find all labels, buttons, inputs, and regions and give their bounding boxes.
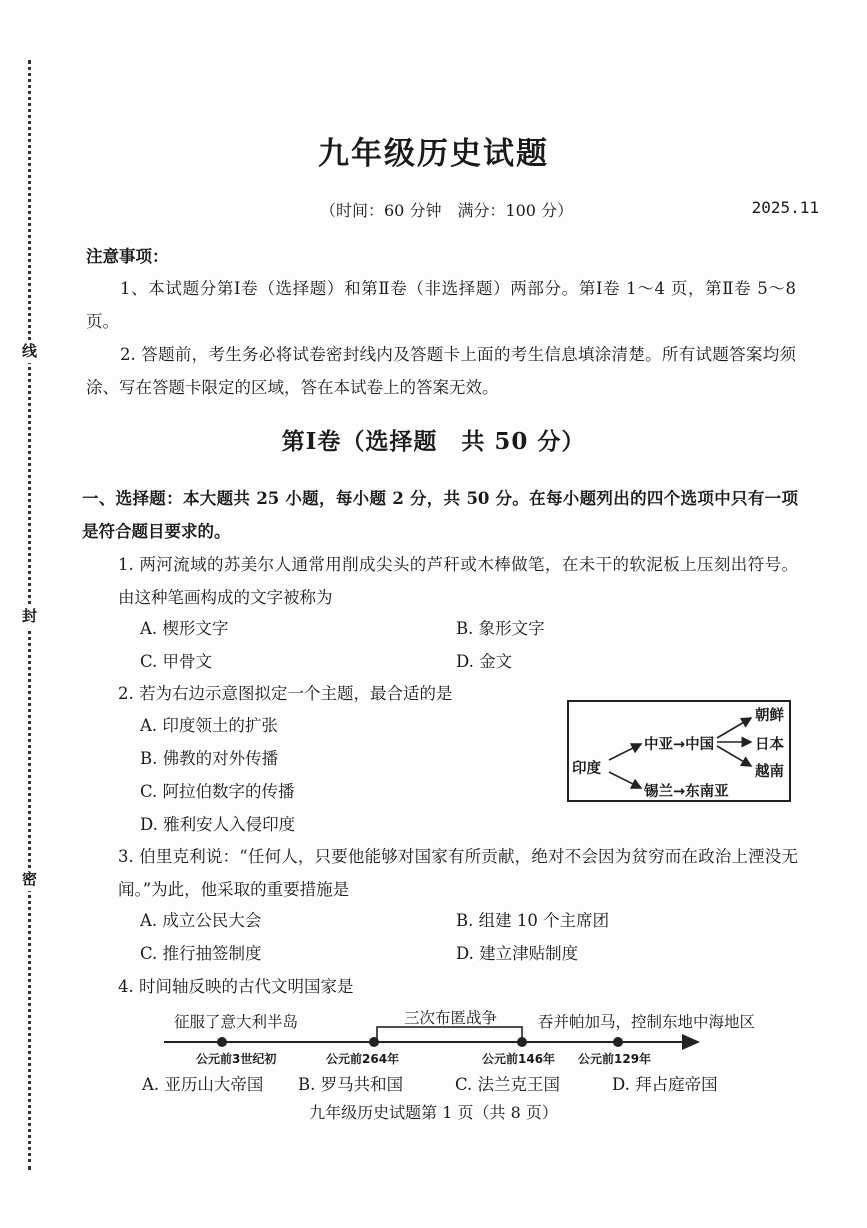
timeline-date-4: 公元前129年 — [578, 1052, 652, 1066]
timeline-point-4 — [613, 1037, 623, 1047]
timeline-event-1: 征服了意大利半岛 — [174, 1013, 299, 1031]
diagram-dest-japan: 日本 — [755, 737, 784, 753]
timeline-date-2: 公元前264年 — [326, 1052, 400, 1066]
notice-heading: 注意事项： — [86, 247, 169, 266]
diagram-origin: 印度 — [572, 761, 601, 777]
seal-char-xian: 线 — [22, 340, 37, 363]
q1-option-c: C. 甲骨文 — [140, 652, 213, 671]
q4-option-b: B. 罗马共和国 — [298, 1075, 404, 1094]
q3-option-b: B. 组建 10 个主席团 — [456, 911, 610, 930]
section1-heading — [82, 482, 798, 548]
timeline-point-1 — [217, 1037, 227, 1047]
notice-item-2: 2. 答题前，考生务必将试卷密封线内及答题卡上面的考生信息填涂清楚。所有试题答案均须涂、写在答题卡限定的区域，答在本试卷上的答案无效。 — [86, 345, 796, 397]
q4-option-a: A. 亚历山大帝国 — [142, 1075, 264, 1094]
notice-item-1: 1、本试题分第Ⅰ卷（选择题）和第Ⅱ卷（非选择题）两部分。第Ⅰ卷 1～4 页，第Ⅱ卷 5～8 页。 — [86, 279, 796, 331]
q2-option-c: C. 阿拉伯数字的传播 — [140, 782, 295, 801]
q2-option-a: A. 印度领土的扩张 — [140, 716, 278, 735]
q3-option-c: C. 推行抽签制度 — [140, 944, 262, 963]
question-4-stem: 4. 时间轴反映的古代文明国家是 — [118, 977, 354, 996]
section1-heading-text: 一、选择题：本大题共 25 小题，每小题 2 分，共 50 分。在每小题列出的四个选项中只有一项是符合题目要求的。 — [82, 489, 798, 541]
timeline-point-2 — [369, 1037, 379, 1047]
q3-option-d: D. 建立津贴制度 — [456, 944, 579, 963]
arrow-china-vietnam — [717, 746, 751, 766]
question-3-stem: 3. 伯里克利说：“任何人，只要他能够对国家有所贡献，绝对不会因为贫穷而在政治上湮没无闻。”为此，他采取的重要措施是 — [118, 847, 798, 899]
exam-date: 2025.11 — [751, 198, 819, 217]
q3-option-a: A. 成立公民大会 — [140, 911, 262, 930]
diagram-route1: 中亚→中国 — [644, 737, 715, 753]
q1-option-d: D. 金文 — [456, 652, 513, 671]
exam-subtitle: （时间：60 分钟 满分：100 分） — [320, 201, 574, 220]
timeline-event-3: 吞并帕加马，控制东地中海地区 — [538, 1013, 756, 1031]
q4-option-c: C. 法兰克王国 — [455, 1075, 561, 1094]
timeline-date-1: 公元前3世纪初 — [196, 1052, 277, 1066]
seal-char-mi: 密 — [22, 868, 37, 891]
q1-option-a: A. 楔形文字 — [140, 619, 229, 638]
q2-option-b: B. 佛教的对外传播 — [140, 749, 279, 768]
arrow-india-centralasia — [609, 744, 641, 760]
question-1-stem: 1. 两河流域的苏美尔人通常用削成尖头的芦秆或木棒做笔，在未干的软泥板上压刻出符号。由这种笔画构成的文字被称为 — [118, 555, 798, 607]
q2-option-d: D. 雅利安人入侵印度 — [140, 815, 296, 834]
rome-timeline — [160, 1002, 756, 1072]
question-2-stem: 2. 若为右边示意图拟定一个主题，最合适的是 — [118, 684, 453, 703]
arrow-china-korea — [717, 718, 751, 738]
q4-option-d: D. 拜占庭帝国 — [612, 1075, 718, 1094]
timeline-event-2: 三次布匿战争 — [404, 1009, 498, 1027]
q1-option-b: B. 象形文字 — [456, 619, 545, 638]
timeline-date-3: 公元前146年 — [482, 1052, 556, 1066]
seal-char-feng: 封 — [22, 605, 37, 628]
diagram-dest-korea: 朝鲜 — [755, 708, 784, 724]
punic-wars-bracket — [377, 1027, 522, 1042]
buddhism-spread-diagram — [567, 700, 791, 802]
arrow-india-ceylon — [609, 772, 641, 788]
exam-title: 九年级历史试题 — [318, 136, 549, 172]
diagram-route2: 锡兰→东南亚 — [644, 784, 729, 800]
page-footer: 九年级历史试题第 1 页（共 8 页） — [309, 1103, 558, 1122]
part1-title: 第Ⅰ卷（选择题 共 50 分） — [281, 428, 586, 455]
timeline-point-3 — [517, 1037, 527, 1047]
diagram-dest-vietnam: 越南 — [755, 764, 784, 780]
